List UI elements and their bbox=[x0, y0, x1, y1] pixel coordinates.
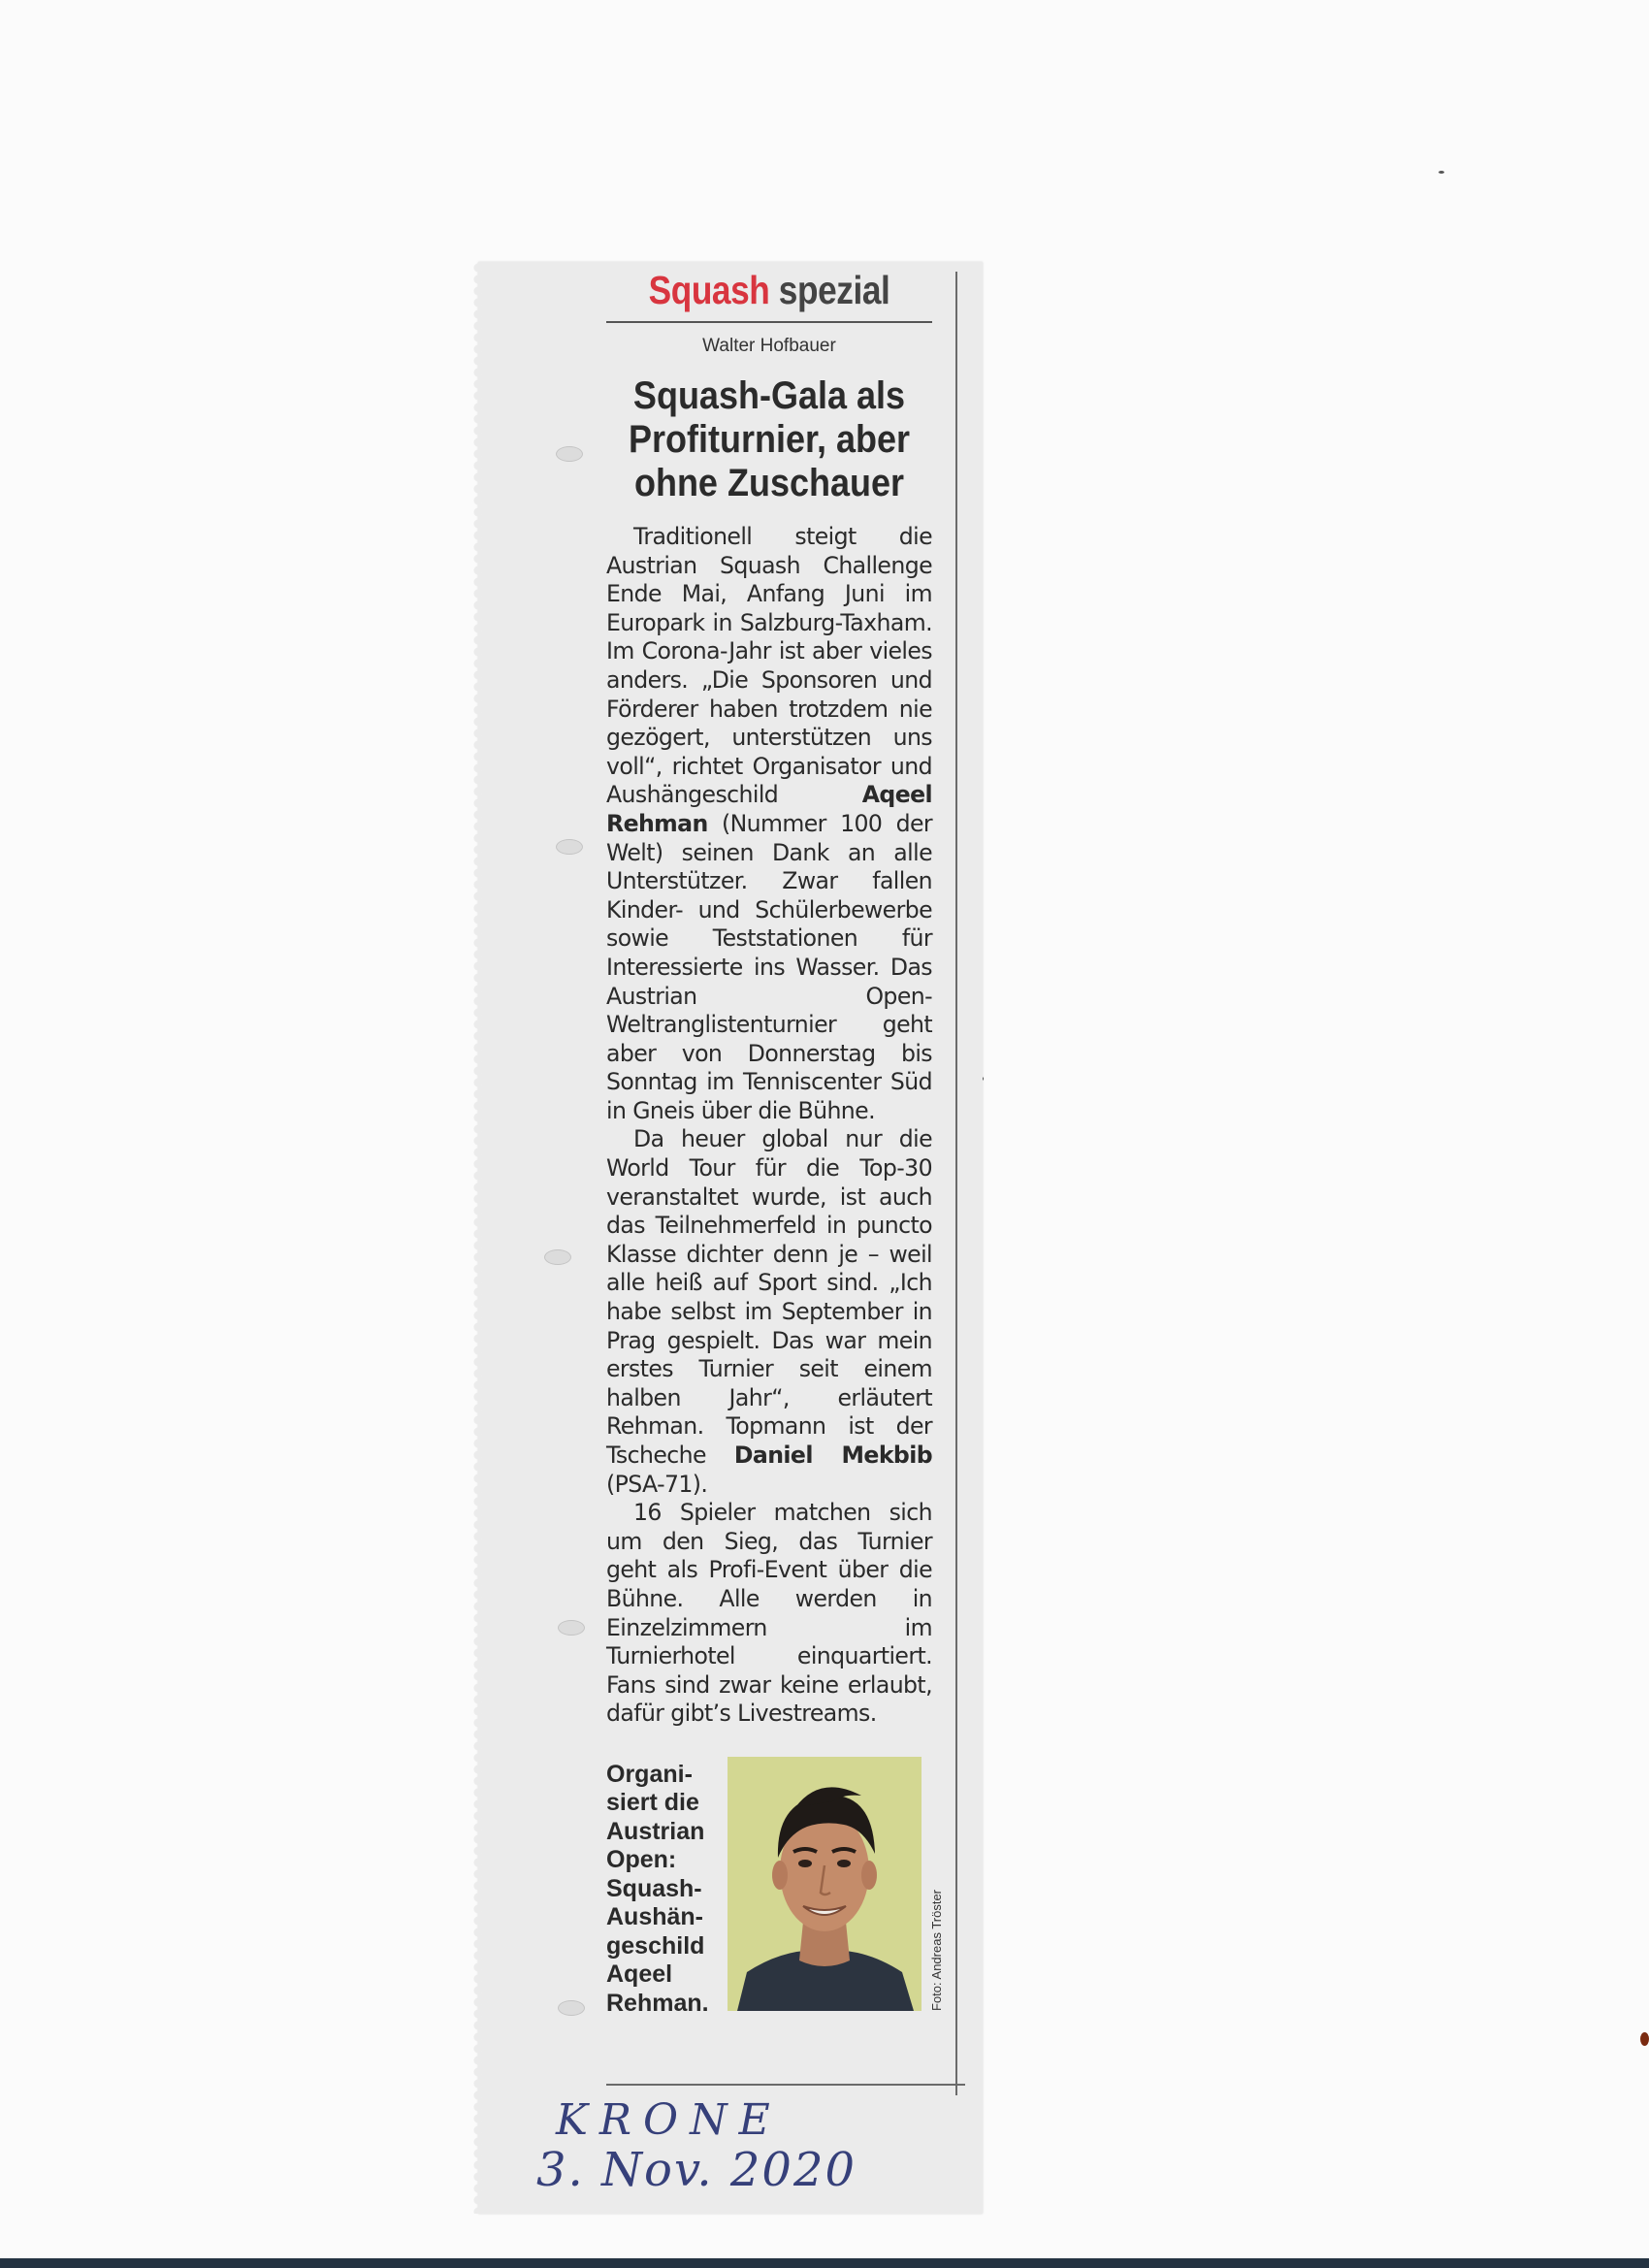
caption-line: Aushän- bbox=[606, 1903, 703, 1931]
headline bbox=[623, 374, 916, 505]
text-run: Da heuer global nur die World Tour für die Top-30 veranstaltet wurde, ist auch das Teilnehmerfeld in puncto Klasse dichter denn je – weil alle heiß auf Sport sind. „Ich habe selbst im September in Prag gespielt. Das war mein erstes Turnier seit einem halben Jahr“, erläutert Rehman. Topmann ist der Tscheche bbox=[606, 1125, 932, 1469]
column-rule bbox=[955, 272, 957, 2095]
photo-caption bbox=[606, 1761, 728, 2019]
dust-speck bbox=[1640, 2032, 1649, 2046]
punch-hole bbox=[556, 446, 583, 462]
headline-line: ohne Zuschauer bbox=[633, 462, 905, 504]
author-byline: Walter Hofbauer bbox=[702, 336, 836, 356]
headline-line: Profiturnier, aber bbox=[628, 418, 911, 461]
article-body bbox=[606, 523, 932, 1729]
caption-line: Squash- bbox=[606, 1874, 702, 1902]
caption-line: Rehman. bbox=[606, 1989, 709, 2017]
punch-hole bbox=[558, 1620, 585, 1636]
scanner-edge bbox=[0, 2258, 1649, 2268]
person-name: Daniel Mekbib bbox=[733, 1442, 932, 1469]
punch-hole bbox=[558, 2000, 585, 2016]
text-run: (Nummer 100 der Welt) seinen Dank an alle Unterstützer. Zwar fallen Kinder- und Schülerbewerbe sowie Teststationen für Interessierte ins Wasser. Das Austrian Open-Weltranglistenturnier geht aber von Donnerstag bis Sonntag im Tenniscenter Süd in Gneis über die Bühne. bbox=[606, 809, 932, 1124]
handwritten-note bbox=[536, 2095, 866, 2197]
handwritten-date: 3. Nov. 2020 bbox=[536, 2143, 857, 2197]
section-kicker bbox=[630, 268, 910, 313]
kicker-divider bbox=[606, 321, 932, 323]
caption-line: geschild bbox=[606, 1931, 705, 1960]
headline-line: Squash-Gala als bbox=[632, 374, 906, 417]
caption-line: siert die bbox=[606, 1789, 699, 1817]
photo-block: Organi- siert die Austrian Open: Squash- Aushän- geschild Aqeel Rehman. Foto: Andreas Tröster bbox=[606, 1761, 932, 2013]
punch-hole bbox=[556, 839, 583, 855]
caption-line: Organi- bbox=[606, 1760, 693, 1788]
newspaper-clipping bbox=[478, 262, 983, 2214]
punch-hole bbox=[544, 1249, 571, 1265]
person-name: Aqeel Rehman bbox=[606, 781, 932, 837]
kicker-rest: spezial bbox=[778, 268, 890, 312]
caption-line: Austrian bbox=[606, 1817, 705, 1845]
dust-speck bbox=[1439, 171, 1444, 174]
torn-edge bbox=[472, 262, 484, 2214]
portrait-photo bbox=[728, 1757, 922, 2011]
article-paragraph bbox=[606, 523, 932, 1125]
handwritten-source: KRONE bbox=[556, 2095, 782, 2145]
kicker-red: Squash bbox=[648, 268, 770, 312]
caption-line: Open: bbox=[606, 1846, 677, 1874]
article-paragraph bbox=[606, 1125, 932, 1499]
article-paragraph bbox=[606, 1499, 932, 1729]
text-run: Traditionell steigt die Austrian Squash Challenge Ende Mai, Anfang Juni im Europark in Salzburg-Taxham. Im Corona-Jahr ist aber vieles anders. „Die Sponsoren und Förderer haben trotzdem nie gezögert, unterstützen uns voll“, richtet Organisator und Aushängeschild bbox=[606, 523, 932, 809]
text-run: 16 Spieler matchen sich um den Sieg, das Turnier geht als Profi-Event über die Bühne. Alle werden in Einzelzimmern im Turnierhotel einquartiert. Fans sind zwar keine erlaubt, dafür gibt’s Livestreams. bbox=[606, 1499, 932, 1728]
caption-line: Aqeel bbox=[606, 1960, 673, 1989]
bottom-rule bbox=[606, 2084, 965, 2086]
text-run: (PSA-71). bbox=[606, 1470, 708, 1498]
article-column bbox=[606, 262, 944, 2017]
